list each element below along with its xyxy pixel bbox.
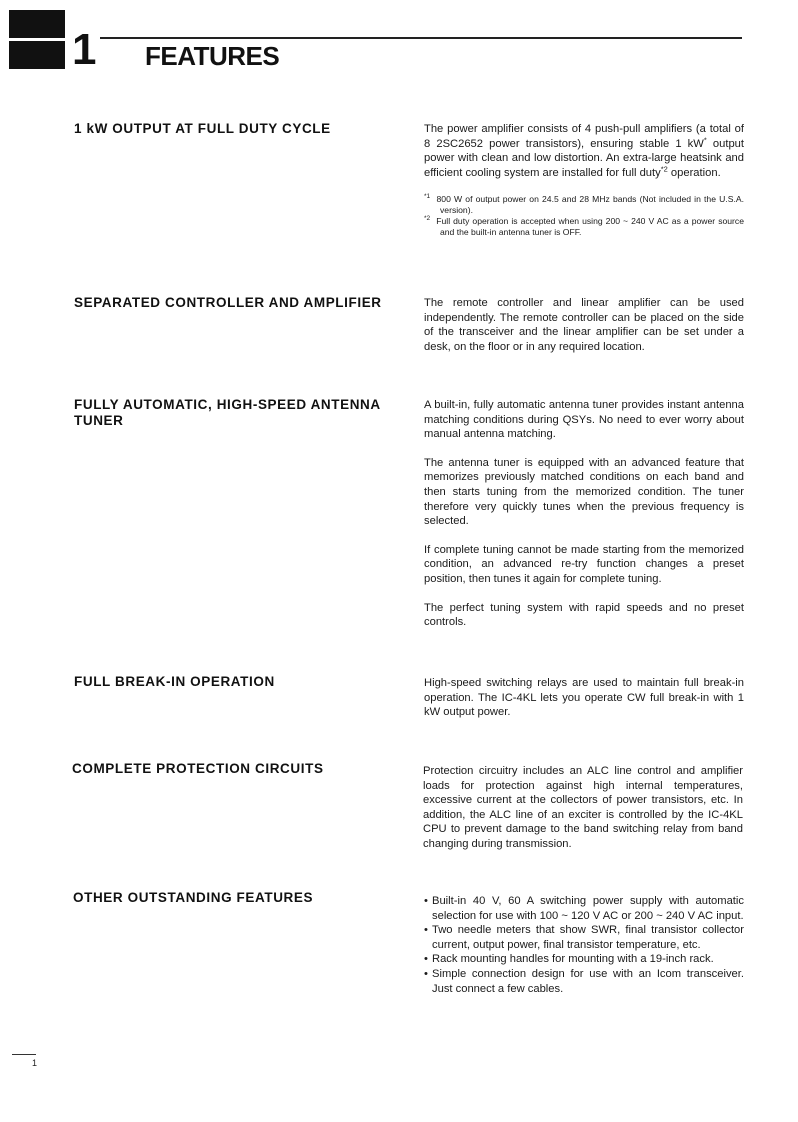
- footnotes: [424, 194, 744, 238]
- page-number-rule: [12, 1054, 36, 1055]
- footnote: $^{*2}$ Full duty operation is accepted when using 200 ~ 240 V AC as a power source and the built-in antenna tuner is OFF.: [424, 215, 744, 238]
- section-heading-1kw-output: 1 kW OUTPUT AT FULL DUTY CYCLE: [74, 121, 331, 136]
- section-heading-break-in: FULL BREAK-IN OPERATION: [74, 674, 275, 689]
- feature-list: [424, 894, 744, 996]
- section-body-separated-controller: [424, 296, 744, 354]
- paragraph: A built-in, fully automatic antenna tuner provides instant antenna matching conditions during QSYs. No need to ever worry about manual antenna matching.: [424, 399, 744, 441]
- list-item: • Rack mounting handles for mounting with a 19-inch rack.: [424, 952, 744, 967]
- chapter-tab-block-top: [9, 10, 65, 38]
- section-heading-antenna-tuner: FULLY AUTOMATIC, HIGH-SPEED ANTENNA TUNER: [74, 397, 381, 428]
- section-body-protection: [423, 764, 743, 852]
- header-rule: [100, 37, 742, 39]
- footnote: $^{*1}$ 800 W of output power on 24.5 and 28 MHz bands (Not included in the U.S.A. version).: [424, 193, 744, 216]
- section-heading-separated-controller: SEPARATED CONTROLLER AND AMPLIFIER: [74, 295, 382, 310]
- chapter-tab-block-bottom: [9, 41, 65, 69]
- section-heading-other-features: OTHER OUTSTANDING FEATURES: [73, 890, 314, 905]
- paragraph: If complete tuning cannot be made starting from the memorized condition, an advanced re-try function changes a preset position, then tunes it again for complete tuning.: [424, 543, 744, 585]
- paragraph: The perfect tuning system with rapid speeds and no preset controls.: [424, 601, 744, 629]
- list-item: • Two needle meters that show SWR, final transistor collector current, output power, final transistor temperature, etc.: [424, 923, 744, 952]
- section-body-antenna-tuner: [424, 398, 744, 630]
- list-item: • Built-in 40 V, 60 A switching power supply with automatic selection for use with 100 ~ 120 V AC or 200 ~ 240 V AC input.: [424, 894, 744, 923]
- paragraph: The antenna tuner is equipped with an advanced feature that memorizes previously matched conditions on each band and then starts tuning from the memorized condition. The tuner therefore very quickly tunes when the previous frequency is selected.: [424, 456, 744, 528]
- paragraph: The power amplifier consists of 4 push-pull amplifiers (a total of 8 2SC2652 power transistors), ensuring stable 1 kW* output power with clean and low distortion. An extra-large heatsink and efficient cooling system are installed for full duty$^{*2}$ operation.: [424, 123, 744, 179]
- paragraph: The remote controller and linear amplifier can be used independently. The remote controller can be placed on the side of the transceiver and the linear amplifier can be set under a desk, on the floor or in any required location.: [424, 297, 744, 353]
- section-body-break-in: [424, 676, 744, 720]
- section-heading-protection: COMPLETE PROTECTION CIRCUITS: [72, 761, 324, 776]
- page-number: 1: [32, 1058, 38, 1068]
- list-item: • Simple connection design for use with an Icom transceiver. Just connect a few cables.: [424, 967, 744, 996]
- chapter-number: 1: [72, 25, 97, 74]
- page-title: FEATURES: [145, 41, 280, 71]
- section-body-1kw-output: [424, 122, 744, 238]
- paragraph: High-speed switching relays are used to maintain full break-in operation. The IC-4KL lets you operate CW full break-in with 1 kW output power.: [424, 677, 744, 719]
- section-body-other-features: [424, 894, 744, 996]
- paragraph: Protection circuitry includes an ALC line control and amplifier loads for protection against high internal temperatures, excessive current at the collectors of power transistors, etc. In addition, the ALC line of an exciter is controlled by the IC-4KL CPU to prevent damage to the band switching relay from band changing during transmission.: [423, 765, 743, 850]
